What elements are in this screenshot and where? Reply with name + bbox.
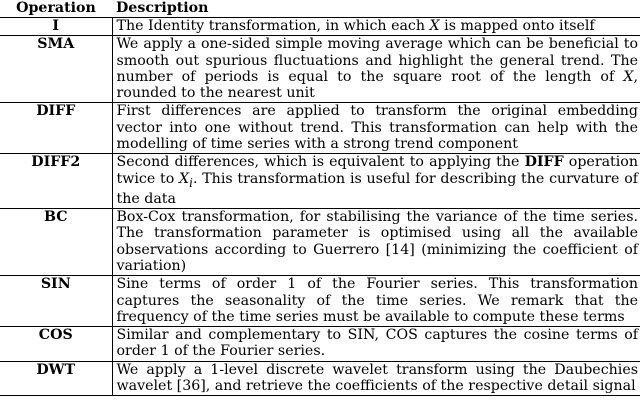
description-text: Second differences, which is equivalent to applying the — [116, 154, 525, 171]
operation-cell: I — [0, 18, 112, 36]
description-text: Similar and complementary to SIN, COS captures the cosine terms of order 1 of the Fourier series. — [116, 327, 638, 360]
header-row — [0, 0, 640, 18]
description-column-header: Description — [112, 0, 640, 18]
table-row — [0, 209, 640, 276]
operation-cell: DIFF — [0, 103, 112, 154]
description-text: . This transformation is useful for describing the curvature of the data — [116, 170, 638, 207]
table-row — [0, 327, 640, 362]
description-text: , rounded to the nearest unit — [116, 68, 638, 102]
operation-cell: DWT — [0, 361, 112, 396]
table-row — [0, 154, 640, 209]
description-cell — [112, 209, 640, 276]
operation-cell: BC — [0, 209, 112, 276]
description-cell — [112, 36, 640, 103]
operation-column-header: Operation — [0, 0, 112, 18]
description-text: Box-Cox transformation, for stabilising the variance of the time series. The transformation parameter is optimised using all the available observations according to Guerrero [14] (minimizing the coefficient of variation) — [116, 209, 638, 274]
description-text: The Identity transformation, in which each — [116, 18, 430, 34]
table-row — [0, 36, 640, 103]
operation-cell: SMA — [0, 36, 112, 103]
table-row — [0, 361, 640, 396]
table-header — [0, 0, 640, 18]
math-subscript: i — [189, 175, 193, 190]
operation-cell: COS — [0, 327, 112, 362]
description-cell — [112, 361, 640, 396]
table-body — [0, 18, 640, 396]
description-cell — [112, 154, 640, 209]
description-cell — [112, 18, 640, 36]
description-text: operation twice to — [116, 154, 638, 187]
description-text: We apply a 1-level discrete wavelet transform using the Daubechies wavelet [36], and retrieve the coefficients of the respective detail signal — [116, 361, 638, 395]
table-row — [0, 276, 640, 327]
description-text: We apply a one-sided simple moving average which can be beneficial to smooth out spurious fluctuations and highlight the general trend. The number of periods is equal to the square root of the length of — [116, 36, 638, 85]
operation-cell: DIFF2 — [0, 154, 112, 209]
operation-keyword: DIFF — [524, 154, 564, 171]
description-text: Sine terms of order 1 of the Fourier series. This transformation captures the seasonality of the time series. We remark that the frequency of the time series must be available to compute these terms — [116, 276, 638, 325]
table-row — [0, 103, 640, 154]
description-text: is mapped onto itself — [439, 18, 595, 34]
math-symbol: X — [179, 170, 190, 187]
description-cell — [112, 103, 640, 154]
description-text: First differences are applied to transform the original embedding vector into one without trend. This transformation can help with the modelling of time series with a strong trend component — [116, 103, 638, 153]
math-symbol: X — [429, 18, 440, 34]
table-row — [0, 18, 640, 36]
operation-cell: SIN — [0, 276, 112, 327]
description-cell — [112, 276, 640, 327]
description-cell — [112, 327, 640, 362]
math-symbol: X — [623, 68, 634, 85]
